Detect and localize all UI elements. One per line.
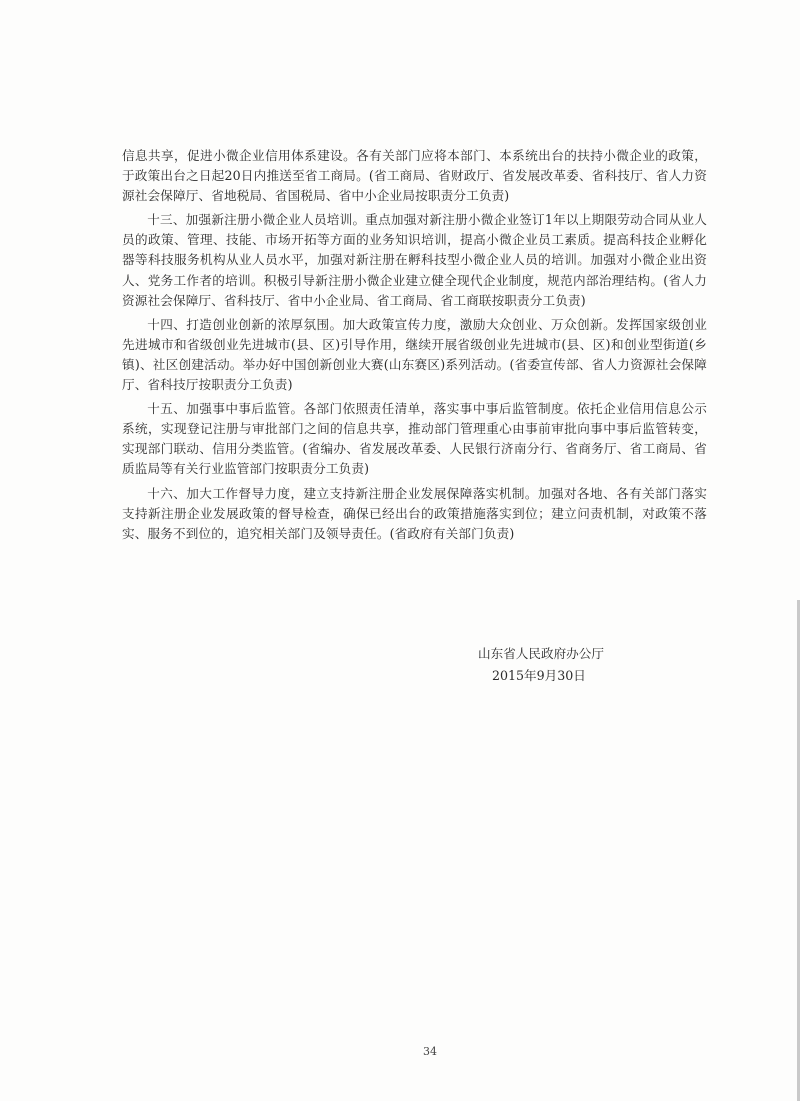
paragraph-item-16: 十六、加大工作督导力度，建立支持新注册企业发展保障落实机制。加强对各地、各有关部门落实支持新注册企业发展政策的督导检查，确保已经出台的政策措施落实到位；建立问责机制，对政策不落实、服务不到位的，追究相关部门及领导责任。(省政府有关部门负责) <box>122 485 707 541</box>
page-number: 34 <box>423 1045 437 1058</box>
document-body <box>122 146 707 548</box>
issue-date: 2015年9月30日 <box>492 668 586 683</box>
issuing-organization: 山东省人民政府办公厅 <box>478 646 604 661</box>
paragraph-info-sharing: 信息共享，促进小微企业信用体系建设。各有关部门应将本部门、本系统出台的扶持小微企业的政策，于政策出台之日起20日内推送至省工商局。(省工商局、省财政厅、省发展改革委、省科技厅、省人力资源社会保障厅、省地税局、省国税局、省中小企业局按职责分工负责) <box>122 148 707 204</box>
paragraph-item-13: 十三、加强新注册小微企业人员培训。重点加强对新注册小微企业签订1年以上期限劳动合同从业人员的政策、管理、技能、市场开拓等方面的业务知识培训，提高小微企业员工素质。提高科技企业孵化器等科技服务机构从业人员水平，加强对新注册在孵科技型小微企业人员的培训。加强对小微企业出资人、党务工作者的培训。积极引导新注册小微企业建立健全现代企业制度，规范内部治理结构。(省人力资源社会保障厅、省科技厅、省中小企业局、省工商局、省工商联按职责分工负责) <box>122 212 707 308</box>
paragraph-item-15: 十五、加强事中事后监管。各部门依照责任清单，落实事中事后监管制度。依托企业信用信息公示系统，实现登记注册与审批部门之间的信息共享，推动部门管理重心由事前审批向事中事后监管转变，实现部门联动、信用分类监管。(省编办、省发展改革委、人民银行济南分行、省商务厅、省工商局、省质监局等有关行业监管部门按职责分工负责) <box>122 401 707 477</box>
paragraph-item-14: 十四、打造创业创新的浓厚氛围。加大政策宣传力度，激励大众创业、万众创新。发挥国家级创业先进城市和省级创业先进城市(县、区)引导作用，继续开展省级创业先进城市(县、区)和创业型街道(乡镇)、社区创建活动。举办好中国创新创业大赛(山东赛区)系列活动。(省委宣传部、省人力资源社会保障厅、省科技厅按职责分工负责) <box>122 316 707 393</box>
signature-block <box>478 643 638 687</box>
